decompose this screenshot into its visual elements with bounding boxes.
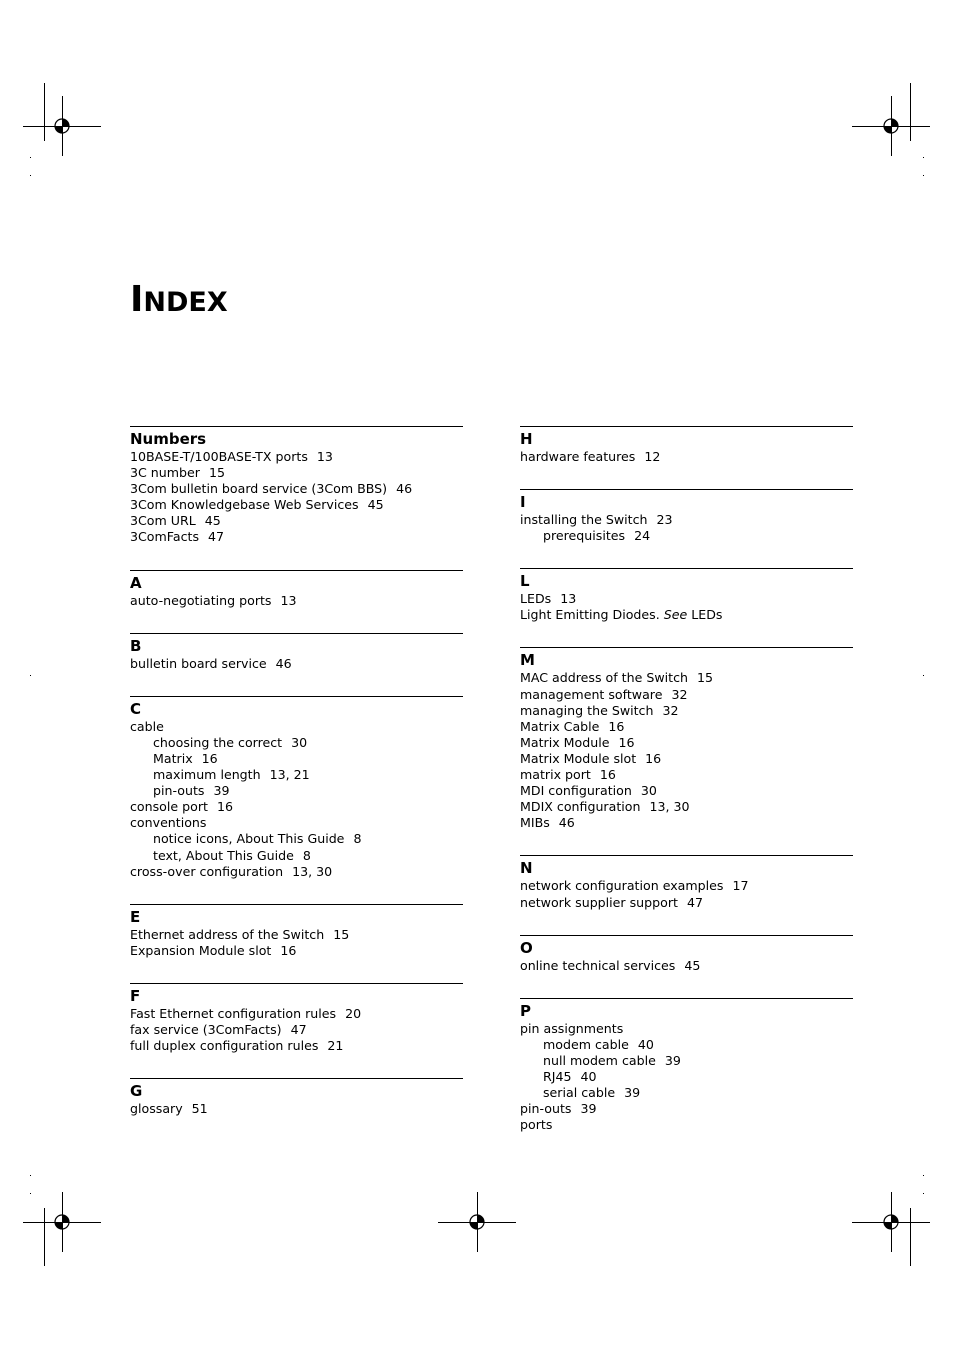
entry-page-numbers: 46: [396, 481, 413, 497]
section-heading: P: [520, 1001, 531, 1020]
entry-page-numbers: 16: [216, 799, 233, 815]
section-heading: M: [520, 651, 535, 670]
entry-term: fax service (3ComFacts): [130, 1021, 282, 1037]
entry-page-numbers: 16: [645, 750, 662, 766]
entry-term: 3Com URL: [130, 513, 196, 529]
index-entry: [130, 529, 463, 545]
entry-term: 3Com Knowledgebase Web Services: [130, 497, 359, 513]
entry-page-numbers: 32: [662, 702, 679, 718]
entry-term: 3C number: [130, 465, 200, 481]
entry-page-numbers: 39: [664, 1052, 681, 1068]
entry-page-numbers: 13, 30: [649, 799, 690, 815]
index-entry: [130, 864, 463, 880]
index-section: [520, 568, 853, 623]
crop-mark-line: [62, 96, 63, 156]
entry-page-numbers: 47: [208, 529, 225, 545]
section-heading: E: [130, 907, 141, 926]
index-subentry: [130, 848, 463, 864]
index-section: [130, 426, 463, 546]
entry-term: matrix port: [520, 767, 591, 783]
entry-term: Matrix Module slot: [520, 750, 637, 766]
section-heading: A: [130, 573, 142, 592]
index-entry: [520, 767, 853, 783]
entry-page-numbers: 13: [280, 592, 297, 608]
index-entry: [130, 465, 463, 481]
section-heading: C: [130, 699, 142, 718]
index-column-left: [130, 426, 463, 1117]
crop-mark-line: [62, 1192, 63, 1252]
entry-page-numbers: 13, 30: [292, 863, 333, 879]
index-entry: [130, 1006, 463, 1022]
index-section: [130, 633, 463, 672]
entry-term: Matrix Module: [520, 734, 610, 750]
entry-term: Matrix Cable: [520, 718, 600, 734]
entry-term: notice icons, About This Guide: [153, 831, 345, 847]
index-subentry: [520, 528, 853, 544]
index-subentry: [130, 831, 463, 847]
section-heading: G: [130, 1082, 143, 1101]
entry-term: full duplex configuration rules: [130, 1038, 319, 1054]
crop-mark-line: [891, 96, 892, 156]
index-column-right: [520, 426, 853, 1133]
see-reference: See: [663, 607, 688, 623]
entry-page-numbers: 21: [327, 1038, 344, 1054]
index-subentry: [130, 767, 463, 783]
crop-mark-line: [44, 1208, 45, 1266]
index-entry: [130, 593, 463, 609]
index-entry: [520, 815, 853, 831]
entry-page-numbers: 30: [291, 734, 308, 750]
index-entry: [130, 719, 463, 735]
index-section: [520, 935, 853, 974]
entry-page-numbers: 16: [599, 767, 616, 783]
index-entry: [130, 1038, 463, 1054]
entry-term: management software: [520, 686, 663, 702]
margin-dot: [30, 175, 31, 176]
index-subentry: [520, 1069, 853, 1085]
index-entry: [130, 656, 463, 672]
entry-term: network configuration examples: [520, 878, 724, 894]
index-entry: [130, 927, 463, 943]
margin-dot: [30, 1193, 31, 1194]
index-entry: [520, 1021, 853, 1037]
index-entry: [520, 799, 853, 815]
entry-page-numbers: 46: [558, 815, 575, 831]
entry-term: serial cable: [543, 1085, 616, 1101]
entry-term: Ethernet address of the Switch: [130, 926, 325, 942]
index-section: [130, 904, 463, 959]
crop-mark-line: [477, 1192, 478, 1252]
entry-term: maximum length: [153, 767, 261, 783]
entry-term: network supplier support: [520, 894, 678, 910]
page-title-initial: I: [130, 279, 144, 320]
entry-page-numbers: 46: [275, 655, 292, 671]
index-entry: [130, 449, 463, 465]
entry-term: LEDs: [520, 591, 552, 607]
entry-term: modem cable: [543, 1036, 629, 1052]
entry-term: text, About This Guide: [153, 847, 294, 863]
entry-term: prerequisites: [543, 528, 626, 544]
entry-page-numbers: 16: [618, 734, 635, 750]
entry-page-numbers: 15: [333, 926, 350, 942]
index-entry: [130, 799, 463, 815]
entry-page-numbers: 16: [608, 718, 625, 734]
margin-dot: [923, 1193, 924, 1194]
entry-term: auto-negotiating ports: [130, 592, 272, 608]
index-section: [520, 426, 853, 465]
see-reference-target: LEDs: [691, 607, 723, 623]
entry-page-numbers: 15: [208, 465, 225, 481]
index-section: [520, 855, 853, 910]
crop-mark-line: [910, 83, 911, 141]
index-entry: [130, 1101, 463, 1117]
section-heading: H: [520, 430, 533, 448]
entry-page-numbers: 23: [656, 512, 673, 528]
entry-page-numbers: 47: [290, 1021, 307, 1037]
entry-page-numbers: 39: [213, 783, 230, 799]
entry-page-numbers: 15: [697, 670, 714, 686]
entry-page-numbers: 12: [644, 449, 661, 464]
margin-dot: [923, 1175, 924, 1176]
index-entry: [520, 607, 853, 623]
crop-mark-line: [910, 1208, 911, 1266]
entry-term: console port: [130, 799, 208, 815]
index-section: [520, 489, 853, 544]
index-section: [130, 1078, 463, 1117]
index-subentry: [520, 1085, 853, 1101]
entry-page-numbers: 24: [634, 528, 651, 544]
index-entry: [520, 783, 853, 799]
section-heading: I: [520, 493, 526, 512]
entry-term: bulletin board service: [130, 655, 267, 671]
entry-page-numbers: 20: [345, 1005, 362, 1021]
section-heading: B: [130, 636, 142, 655]
section-heading: Numbers: [130, 430, 207, 448]
crop-mark-line: [44, 83, 45, 141]
index-subentry: [520, 1053, 853, 1069]
entry-term: choosing the correct: [153, 734, 283, 750]
index-entry: [520, 703, 853, 719]
entry-page-numbers: 16: [201, 750, 218, 766]
entry-page-numbers: 13: [560, 591, 577, 607]
index-section: [130, 983, 463, 1054]
index-entry: [130, 943, 463, 959]
margin-dot: [923, 157, 924, 158]
entry-page-numbers: 45: [367, 497, 384, 513]
index-entry: [520, 1117, 853, 1133]
index-entry: [520, 449, 853, 465]
entry-term: Matrix: [153, 750, 193, 766]
index-entry: [130, 497, 463, 513]
entry-term: cable: [130, 718, 164, 734]
margin-dot: [923, 175, 924, 176]
index-subentry: [130, 783, 463, 799]
index-entry: [130, 815, 463, 831]
entry-page-numbers: 13: [316, 449, 333, 464]
index-entry: [520, 751, 853, 767]
entry-term: online technical services: [520, 957, 676, 973]
section-heading: L: [520, 572, 530, 591]
entry-term: 3Com bulletin board service (3Com BBS): [130, 481, 388, 497]
crop-mark-line: [891, 1192, 892, 1252]
entry-term: Expansion Module slot: [130, 942, 272, 958]
index-section: [520, 647, 853, 831]
index-entry: [520, 895, 853, 911]
entry-page-numbers: 40: [580, 1068, 597, 1084]
entry-term: managing the Switch: [520, 702, 654, 718]
index-subentry: [520, 1037, 853, 1053]
entry-page-numbers: 39: [624, 1085, 641, 1101]
entry-page-numbers: 30: [640, 783, 657, 799]
entry-term: installing the Switch: [520, 512, 648, 528]
entry-page-numbers: 17: [732, 878, 749, 894]
entry-term: MIBs: [520, 815, 550, 831]
entry-term: Light Emitting Diodes.: [520, 607, 660, 623]
entry-page-numbers: 32: [671, 686, 688, 702]
index-section: [130, 696, 463, 880]
index-entry: [520, 735, 853, 751]
entry-term: hardware features: [520, 449, 636, 464]
entry-term: null modem cable: [543, 1052, 656, 1068]
entry-page-numbers: 47: [686, 894, 703, 910]
margin-dot: [30, 1175, 31, 1176]
index-entry: [520, 591, 853, 607]
page-title-rest: NDEX: [143, 287, 228, 318]
index-entry: [520, 878, 853, 894]
page-title: [130, 278, 228, 325]
index-entry: [130, 481, 463, 497]
entry-term: ports: [520, 1117, 553, 1133]
entry-page-numbers: 13, 21: [269, 767, 310, 783]
entry-page-numbers: 16: [280, 942, 297, 958]
index-entry: [520, 958, 853, 974]
index-section: [520, 998, 853, 1134]
entry-page-numbers: 8: [353, 831, 362, 847]
entry-term: RJ45: [543, 1068, 572, 1084]
entry-term: pin-outs: [153, 783, 205, 799]
index-entry: [520, 670, 853, 686]
index-entry: [520, 1101, 853, 1117]
entry-page-numbers: 45: [684, 957, 701, 973]
entry-term: cross-over configuration: [130, 863, 284, 879]
index-entry: [130, 513, 463, 529]
index-entry: [520, 687, 853, 703]
margin-dot: [30, 675, 31, 676]
index-subentry: [130, 735, 463, 751]
entry-term: 10BASE-T/100BASE-TX ports: [130, 449, 308, 464]
index-section: [130, 570, 463, 609]
index-entry: [520, 512, 853, 528]
entry-term: conventions: [130, 815, 207, 831]
section-heading: O: [520, 938, 533, 957]
entry-term: Fast Ethernet configuration rules: [130, 1005, 337, 1021]
margin-dot: [923, 675, 924, 676]
section-heading: N: [520, 859, 533, 878]
entry-term: pin-outs: [520, 1101, 572, 1117]
entry-term: MDI configuration: [520, 783, 632, 799]
section-heading: F: [130, 986, 141, 1005]
entry-term: MAC address of the Switch: [520, 670, 688, 686]
index-subentry: [130, 751, 463, 767]
entry-term: 3ComFacts: [130, 529, 200, 545]
entry-term: MDIX configuration: [520, 799, 641, 815]
entry-page-numbers: 8: [302, 847, 311, 863]
index-entry: [130, 1022, 463, 1038]
entry-term: pin assignments: [520, 1020, 624, 1036]
entry-page-numbers: 51: [191, 1101, 208, 1117]
entry-page-numbers: 39: [580, 1101, 597, 1117]
entry-page-numbers: 40: [637, 1036, 654, 1052]
entry-page-numbers: 45: [204, 513, 221, 529]
entry-term: glossary: [130, 1101, 183, 1117]
index-entry: [520, 719, 853, 735]
margin-dot: [30, 157, 31, 158]
